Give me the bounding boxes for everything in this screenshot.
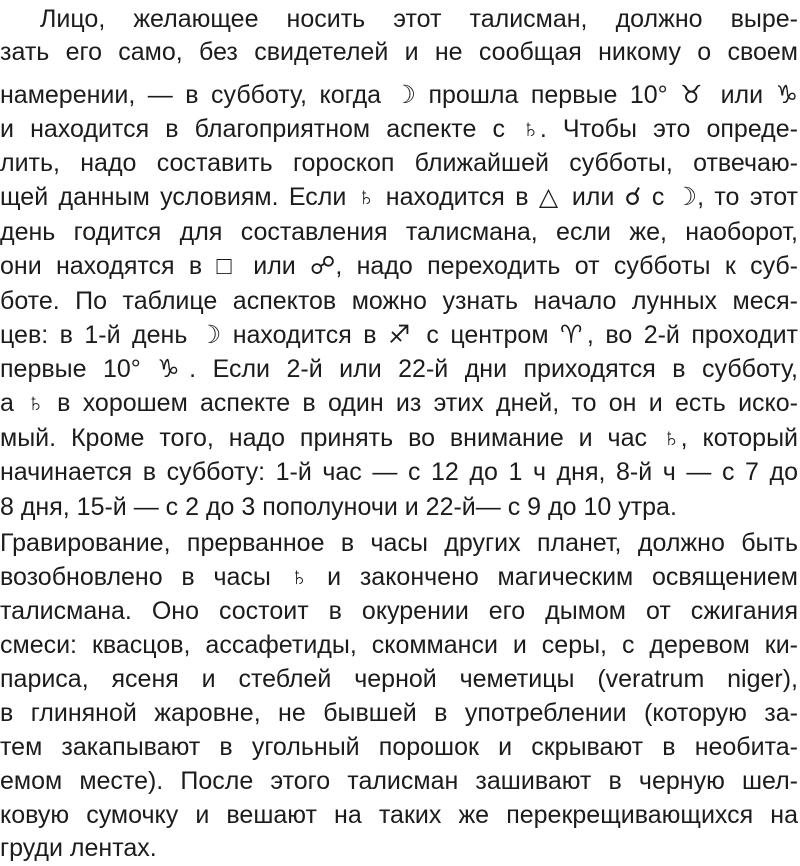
text-line: намерении, — в субботу, когда ☽ прошла первые 10° ♉ или ♑ [0, 81, 798, 109]
text-line: щей данным условиям. Если ♄ находится в △ или ☌ с ☽, то этот [0, 183, 798, 211]
text-line: цев: в 1-й день ☽ находится в ♐ с центром ♈, во 2-й проходит [0, 321, 798, 349]
text-line: в глиняной жаровне, не бывшей в употреблении (которую за- [0, 699, 798, 727]
text-line: париса, ясеня и стеблей черной чеметицы (veratrum niger), [0, 665, 798, 693]
text-line: Лицо, желающее носить этот талисман, должно выре- [40, 5, 798, 33]
text-line: зать его само, без свидетелей и не сообщая никому о своем [0, 38, 798, 66]
text-line: ковую сумочку и вешают на таких же перекрещивающихся на [0, 801, 798, 829]
text-line: тем закапывают в угольный порошок и скрывают в необита- [0, 733, 798, 761]
text-line: мый. Кроме того, надо принять во внимание и час ♄, который [0, 424, 798, 452]
text-line: а ♄ в хорошем аспекте в один из этих дней, то он и есть иско- [0, 389, 798, 417]
text-line: Гравирование, прерванное в часы других планет, должно быть [0, 529, 798, 557]
text-line: лить, надо составить гороскоп ближайшей субботы, отвечаю- [0, 149, 798, 177]
text-line: емом месте). После этого талисман зашивают в черную шел- [0, 767, 798, 795]
text-line: талисмана. Оно состоит в окурении его дымом от сжигания [0, 597, 798, 625]
text-line: они находятся в □ или ☍, надо переходить от субботы к суб- [0, 252, 798, 280]
text-line: первые 10° ♑. Если 2-й или 22-й дни приходятся в субботу, [0, 355, 798, 383]
text-line: 8 дня, 15-й — с 2 до 3 пополуночи и 22-й— с 9 до 10 утра. [0, 493, 677, 521]
text-line: и находится в благоприятном аспекте с ♄. Чтобы это опреде- [0, 115, 798, 143]
text-line: груди лентах. [0, 834, 157, 862]
text-line: возобновлено в часы ♄ и закончено магическим освящением [0, 563, 798, 591]
text-line: боте. По таблице аспектов можно узнать начало лунных меся- [0, 287, 798, 315]
text-line: смеси: квасцов, ассафетиды, скомманси и серы, с деревом ки- [0, 631, 798, 659]
text-line: день годится для составления талисмана, если же, наоборот, [0, 218, 798, 246]
text-line: начинается в субботу: 1-й час — с 12 до 1 ч дня, 8-й ч — с 7 до [0, 458, 798, 486]
